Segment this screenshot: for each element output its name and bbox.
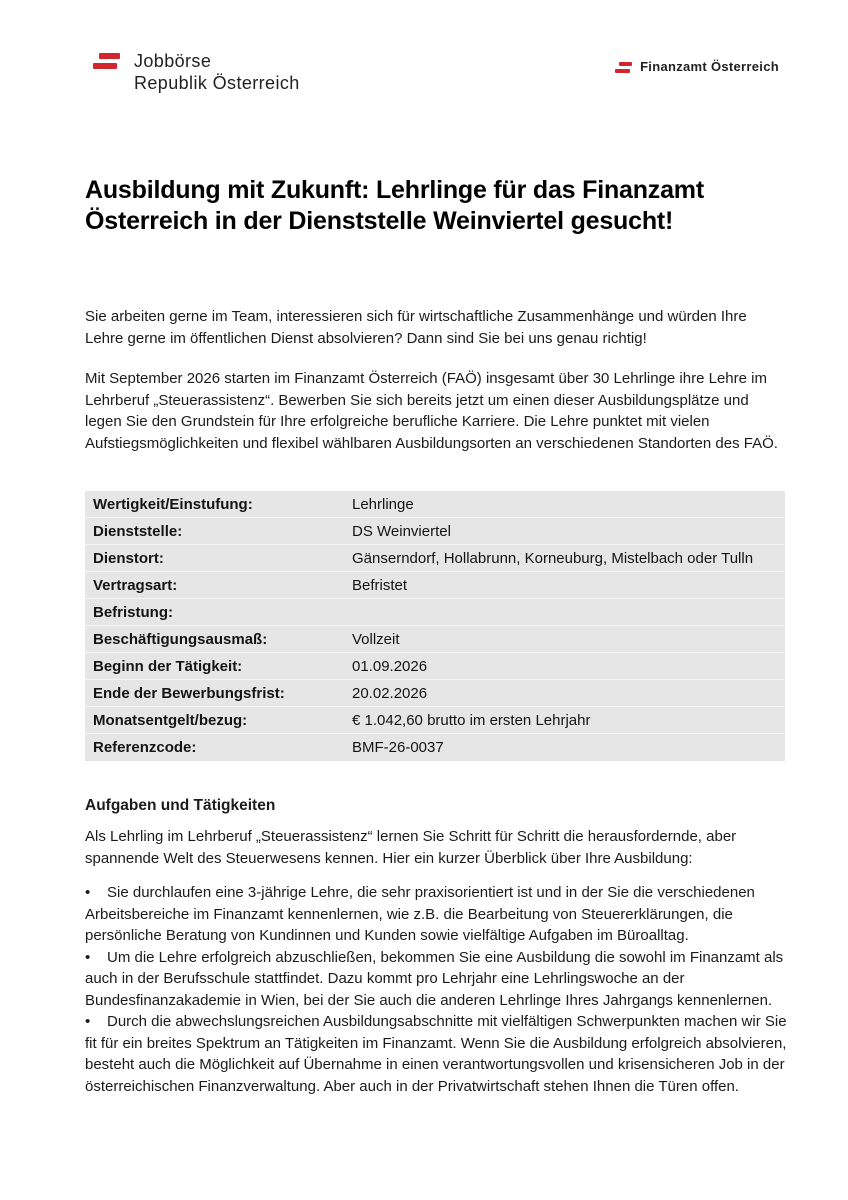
table-row [85, 599, 785, 626]
row-label: Dienstort: [93, 550, 164, 567]
flag-bar-top [619, 62, 632, 66]
row-value: BMF-26-0037 [352, 739, 444, 756]
row-value: € 1.042,60 brutto im ersten Lehrjahr [352, 712, 591, 729]
austria-flag-icon [93, 50, 120, 94]
finanzamt-logo [615, 59, 779, 74]
intro-paragraph-1: Sie arbeiten gerne im Team, interessieren sich für wirtschaftliche Zusammenhänge und würden Ihre Lehre gerne im öffentlichen Dienst absolvieren? Dann sind Sie bei uns genau richtig! [85, 308, 747, 347]
list-item [85, 882, 790, 947]
row-label: Monatsentgelt/bezug: [93, 712, 248, 729]
row-label: Wertigkeit/Einstufung: [93, 496, 253, 513]
row-label: Vertragsart: [93, 577, 178, 594]
table-row [85, 626, 785, 653]
section-heading-aufgaben: Aufgaben und Tätigkeiten [85, 797, 276, 814]
intro-paragraph-2: Mit September 2026 starten im Finanzamt Österreich (FAÖ) insgesamt über 30 Lehrlinge ihre Lehre im Lehrberuf „Steuerassistenz“. Bewerben Sie sich bereits jetzt um einen dieser Ausbildungsplätze und legen Sie den Grundstein für Ihre erfolgreiche berufliche Karriere. Die Lehre punktet mit vielen Aufstiegsmöglichkeiten und flexibel wählbaren Ausbildungsorten an verschiedenen Standorten des FAÖ. [85, 370, 778, 452]
row-value: Lehrlinge [352, 496, 414, 513]
row-label: Dienststelle: [93, 523, 183, 540]
bullet-marker: • [85, 884, 91, 901]
list-item [85, 1011, 790, 1097]
row-label: Beschäftigungsausmaß: [93, 631, 268, 648]
row-label: Ende der Bewerbungsfrist: [93, 685, 285, 702]
logo-line-1: Jobbörse [134, 51, 212, 71]
section-intro: Als Lehrling im Lehrberuf „Steuerassistenz“ lernen Sie Schritt für Schritt die herausfordernde, aber spannende Welt des Steuerwesens kennen. Hier ein kurzer Überblick über Ihre Ausbildung: [85, 828, 737, 867]
table-row [85, 734, 785, 761]
row-value: DS Weinviertel [352, 523, 451, 540]
bullet-list [85, 882, 790, 1097]
row-value: 01.09.2026 [352, 658, 428, 675]
table-row [85, 707, 785, 734]
row-value: Vollzeit [352, 631, 400, 648]
austria-flag-icon [615, 61, 632, 73]
bullet-text: Sie durchlaufen eine 3-jährige Lehre, die sehr praxisorientiert ist und in der Sie die verschiedenen Arbeitsbereiche im Finanzamt kennenlernen, wie z.B. die Bearbeitung von Steuererklärungen, die persönliche Beratung von Kundinnen und Kunden sowie vielfältige Aufgaben im Büroalltag. [85, 884, 755, 944]
page-header [0, 0, 848, 97]
logo-line-2: Republik Österreich [134, 73, 300, 93]
table-row [85, 680, 785, 707]
table-row [85, 545, 785, 572]
jobboerse-logo [93, 50, 300, 94]
bullet-text: Durch die abwechslungsreichen Ausbildungsabschnitte mit vielfältigen Schwerpunkten machen wir Sie fit für ein breites Spektrum an Tätigkeiten im Finanzamt. Wenn Sie die Ausbildung erfolgreich absolvieren, besteht auch die Möglichkeit auf Übernahme in einen verantwortungsvollen und krisensicheren Job in der österreichischen Finanzverwaltung. Aber auch in der Privatwirtschaft stehen Ihnen die Türen offen. [85, 1013, 787, 1095]
table-row [85, 572, 785, 599]
row-value: Gänserndorf, Hollabrunn, Korneuburg, Mistelbach oder Tulln [352, 550, 754, 567]
list-item [85, 947, 790, 1012]
page-title: Ausbildung mit Zukunft: Lehrlinge für das Finanzamt Österreich in der Dienststelle Weinviertel gesucht! [85, 176, 704, 235]
row-value: 20.02.2026 [352, 685, 428, 702]
table-row [85, 491, 785, 518]
row-value: Befristet [352, 577, 408, 594]
row-label: Referenzcode: [93, 739, 197, 756]
row-label: Befristung: [93, 604, 173, 621]
table-row [85, 518, 785, 545]
bullet-marker: • [85, 1013, 91, 1030]
jobboerse-logo-text [134, 50, 300, 94]
flag-bar-bottom [615, 69, 630, 73]
table-row [85, 653, 785, 680]
bullet-text: Um die Lehre erfolgreich abzuschließen, bekommen Sie eine Ausbildung die sowohl im Finanzamt als auch in der Berufsschule stattfindet. Dazu kommt pro Lehrjahr eine Lehrlingswoche an der Bundesfinanzakademie in Wien, bei der Sie auch die anderen Lehrlinge Ihres Jahrgangs kennenlernen. [85, 948, 784, 1009]
bullet-marker: • [85, 948, 91, 966]
flag-bar-top [99, 53, 120, 59]
row-label: Beginn der Tätigkeit: [93, 658, 243, 675]
job-details-table [85, 491, 785, 761]
finanzamt-label: Finanzamt Österreich [640, 59, 779, 74]
flag-bar-bottom [93, 63, 117, 69]
